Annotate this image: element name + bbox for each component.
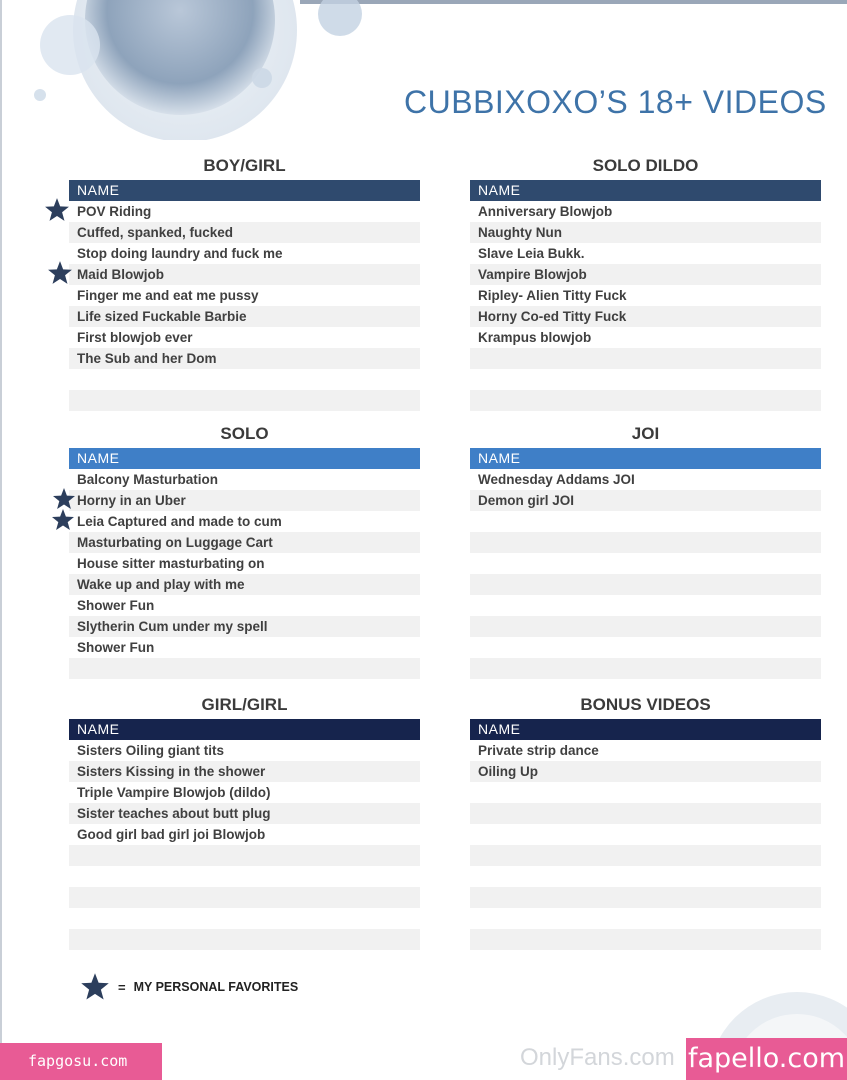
page-border: [0, 0, 2, 1080]
table-row: First blowjob ever: [77, 330, 193, 345]
section-title: SOLO: [220, 424, 269, 443]
table-row: Naughty Nun: [470, 222, 821, 243]
table-row: [470, 532, 821, 553]
section-joi: [470, 420, 821, 679]
table-row: [69, 929, 420, 950]
table-row: [470, 369, 821, 390]
table-row: [470, 866, 821, 887]
table-row: Life sized Fuckable Barbie: [69, 306, 420, 327]
table-row: Horny in an Uber: [69, 490, 420, 511]
table-row: Slave Leia Bukk.: [478, 246, 585, 261]
table-row: [69, 390, 420, 411]
table-row: Balcony Masturbation: [77, 472, 219, 487]
table-row: Demon girl JOI: [470, 490, 821, 511]
table-header: NAME: [470, 448, 821, 469]
table-row: Finger me and eat me pussy: [77, 288, 259, 303]
watermark-right: fapello.com: [686, 1038, 847, 1080]
decorative-watercolor-circles: [0, 0, 380, 140]
section-title: BOY/GIRL: [203, 156, 286, 175]
table-row: Ripley- Alien Titty Fuck: [478, 288, 627, 303]
table-row: [69, 908, 420, 929]
table-row: Sisters Kissing in the shower: [69, 761, 420, 782]
section-boy-girl: [69, 152, 420, 411]
table-row: Leia Captured and made to cum: [77, 514, 282, 529]
table-row: Masturbating on Luggage Cart: [69, 532, 420, 553]
favorite-star-icon: [47, 260, 73, 286]
table-row: The Sub and her Dom: [69, 348, 420, 369]
favorite-star-icon: [51, 508, 75, 532]
section-solo: [69, 420, 420, 679]
table-row: [470, 824, 821, 845]
section-girl-girl: [69, 691, 420, 950]
table-row: Anniversary Blowjob: [478, 204, 613, 219]
table-header: NAME: [69, 719, 420, 740]
table-header: NAME: [470, 719, 821, 740]
table-row: Maid Blowjob: [69, 264, 420, 285]
table-row: Oiling Up: [470, 761, 821, 782]
table-row: Cuffed, spanked, fucked: [69, 222, 420, 243]
table-row: [470, 803, 821, 824]
table-header: NAME: [69, 180, 420, 201]
table-row: Wednesday Addams JOI: [478, 472, 635, 487]
table-row: [470, 348, 821, 369]
section-title: JOI: [631, 424, 660, 443]
table-row: [470, 908, 821, 929]
table-row: [470, 929, 821, 950]
table-row: [470, 782, 821, 803]
table-row: Sisters Oiling giant tits: [77, 743, 225, 758]
section-bonus-videos: [470, 691, 821, 950]
table-row: [69, 887, 420, 908]
table-row: [470, 658, 821, 679]
table-row: Krampus blowjob: [478, 330, 592, 345]
page-top-rule: [300, 0, 847, 4]
table-row: Stop doing laundry and fuck me: [77, 246, 283, 261]
watermark-left: fapgosu.com: [0, 1043, 162, 1080]
table-row: House sitter masturbating on: [77, 556, 265, 571]
table-row: [69, 866, 420, 887]
table-row: [470, 574, 821, 595]
table-row: Shower Fun: [77, 598, 155, 613]
table-row: [69, 845, 420, 866]
table-row: [470, 511, 821, 532]
section-title: GIRL/GIRL: [201, 695, 288, 714]
table-row: [470, 595, 821, 616]
watermark-center: OnlyFans.com: [520, 1044, 675, 1071]
table-row: [470, 887, 821, 908]
section-title: BONUS VIDEOS: [580, 695, 711, 714]
table-row: Shower Fun: [77, 640, 155, 655]
table-row: Good girl bad girl joi Blowjob: [77, 827, 266, 842]
table-row: Sister teaches about butt plug: [69, 803, 420, 824]
favorite-star-icon: [44, 197, 70, 223]
table-row: [470, 553, 821, 574]
section-title: SOLO DILDO: [592, 156, 699, 175]
table-header: NAME: [69, 448, 420, 469]
table-row: [470, 616, 821, 637]
table-row: Slytherin Cum under my spell: [69, 616, 420, 637]
table-row: POV Riding: [77, 204, 152, 219]
table-row: [470, 390, 821, 411]
star-icon: [80, 972, 110, 1002]
table-row: Triple Vampire Blowjob (dildo): [77, 785, 271, 800]
table-row: [69, 658, 420, 679]
legend-equals: =: [118, 979, 126, 995]
section-solo-dildo: [470, 152, 821, 411]
table-row: [69, 369, 420, 390]
document-title: CUBBIXOXO’S 18+ VIDEOS: [404, 84, 827, 120]
legend-text: MY PERSONAL FAVORITES: [133, 980, 299, 994]
table-row: Horny Co-ed Titty Fuck: [470, 306, 821, 327]
table-row: Private strip dance: [478, 743, 599, 758]
table-row: [470, 845, 821, 866]
table-row: Wake up and play with me: [69, 574, 420, 595]
table-row: Vampire Blowjob: [470, 264, 821, 285]
table-header: NAME: [470, 180, 821, 201]
legend: [80, 972, 298, 1002]
table-row: [470, 637, 821, 658]
